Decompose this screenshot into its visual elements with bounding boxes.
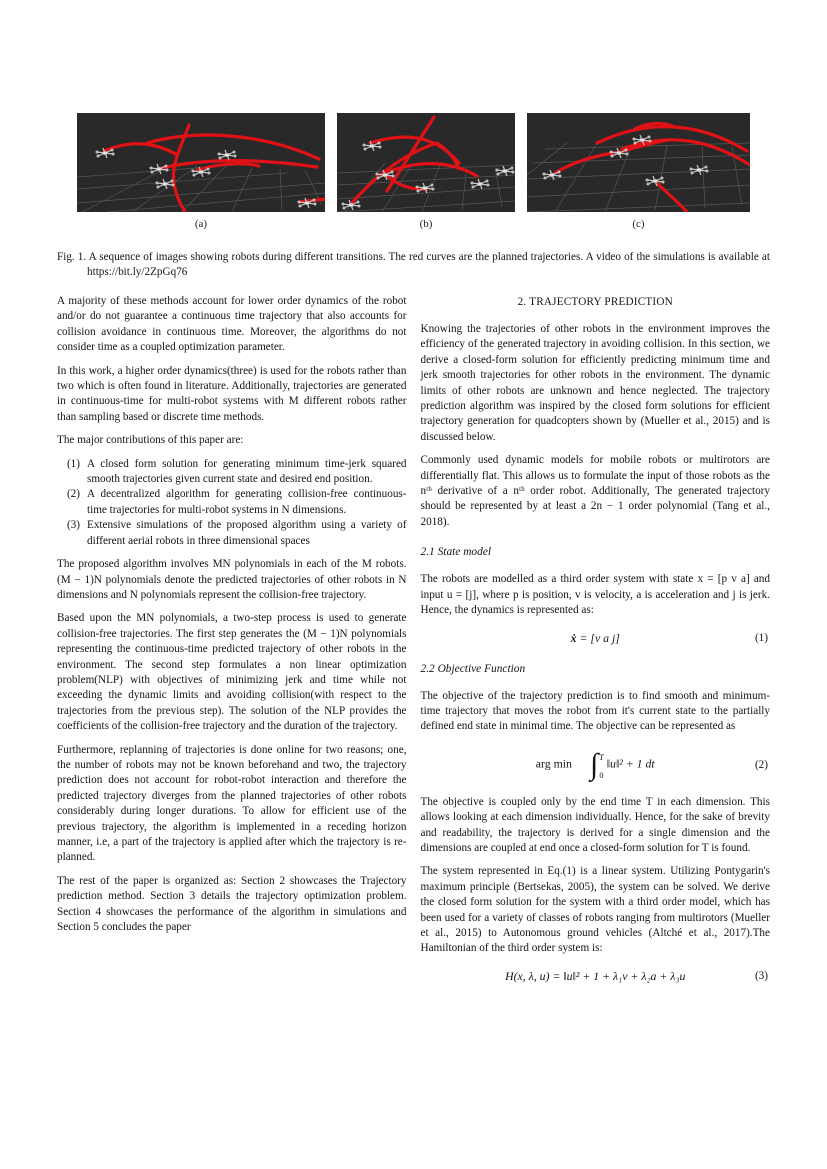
equation-2	[421, 749, 771, 781]
paragraph-contributions-intro: The major contributions of this paper are:	[57, 434, 244, 447]
equation-2-number: (2)	[754, 758, 768, 771]
equation-1-number: (1)	[754, 631, 768, 644]
figure-1-caption-text: Fig. 1. A sequence of images showing robots during different transitions. The red curves are the planned trajectories. A video of the simulations is available at	[57, 251, 770, 263]
equation-1	[421, 629, 771, 647]
simulation-video-link[interactable]: https://bit.ly/2ZpGq76	[87, 265, 188, 278]
left-column	[57, 294, 407, 997]
paragraph-coupled-objective: The objective is coupled only by the end time T in each dimension. This allows looking at each dimension individually. Hence, for the sake of brevity and readability, the trajectory is derived for a single dimension and the dimensions are coupled at end once a closed-form solution for T is found.	[420, 795, 770, 854]
body-columns	[57, 294, 770, 997]
figure-1	[57, 113, 770, 230]
equation-2-argmin: arg min	[535, 756, 572, 771]
integral-upper-limit: T	[599, 752, 604, 762]
integral-sign: ∫ T 0	[590, 749, 604, 781]
paragraph-replanning: Furthermore, replanning of trajectories is done online for two reasons; one, the number of robots may not be known beforehand and two, the trajectory prediction does not account for robot-robot interaction and therefore the predicted trajectory diverges from the planned trajectories of other robots considerably during longer durations. To allow for efficient use of the previous trajectory, the algorithm is implemented in a receding horizon manner, i.e, a part of the trajectory is applied after which the trajectory is re-planned.	[57, 743, 407, 864]
paragraph-two-step-process: Based upon the MN polynomials, a two-step process is used to generate collision-free trajectories. The first step generates the (M − 1)N polynomials representing the continuous-time predicted trajectory of other robots in the environment. The second step formulates a non linear optimization problem(NLP) with objectives of minimizing jerk and time while not exceeding the dynamic limits and avoiding collision(with respect to the trajectories from the previous step). The solution of the NLP provides the coefficients of the collision-free trajectory and the duration of the trajectory.	[57, 612, 407, 733]
figure-panel-a	[77, 113, 325, 230]
right-column	[421, 294, 771, 997]
contribution-3-number: (3)	[66, 519, 80, 532]
equation-3	[421, 967, 771, 985]
equation-1-rhs: = [v a j]	[576, 630, 620, 645]
contribution-item-3	[57, 518, 407, 549]
robot-simulation-image-c	[527, 113, 750, 212]
contribution-1-text: A closed form solution for generating minimum time-jerk squared smooth trajectories given current state and desired end position.	[87, 457, 407, 486]
figure-panel-b-label: (b)	[419, 218, 433, 230]
figure-panel-c	[527, 113, 750, 230]
equation-2-body: ‖u‖² + 1 dt	[606, 756, 655, 771]
equation-3-body: H(x, λ, u) = ‖u‖² + 1 + λ₁v + λ₂a + λ₃u	[505, 968, 686, 983]
contribution-2-text: A decentralized algorithm for generating collision-free continuous-time trajectories for multi-robot systems in N dimensions.	[87, 488, 407, 516]
paragraph-linear-system: The system represented in Eq.(1) is a linear system. Utilizing Pontygarin's maximum principle (Bertsekas, 2005), the system can be solved. We derive the closed form solution for the system with a third order model, which has been used for a variety of classes of robots ranging from multirotors (Mueller et al., 2015) to Autonomous ground vehicles (Altché et al., 2017).The Hamiltonian of the third order system is:	[420, 865, 770, 955]
subsection-heading-objective-function: 2.2 Objective Function	[420, 662, 526, 675]
paragraph-paper-organization: The rest of the paper is organized as: Section 2 showcases the Trajectory prediction method. Section 3 details the trajectory optimization problem. Section 4 showcases the performance of the algorithm in simulations and Section 5 concludes the paper	[57, 874, 407, 934]
contribution-item-2	[57, 487, 407, 518]
paragraph-this-work: In this work, a higher order dynamics(three) is used for the robots rather than two which is often found in literature. Additionally, trajectories are generated in continuous-time for multi-robot systems with M different robots rather than sampling based or discrete time methods.	[57, 364, 407, 423]
equation-3-number: (3)	[754, 969, 768, 982]
robot-simulation-image-b	[337, 113, 515, 212]
contribution-item-1	[57, 457, 407, 488]
contribution-2-number: (2)	[66, 488, 80, 501]
paragraph-differentially-flat: Commonly used dynamic models for mobile robots or multirotors are differentially flat. This allows us to formulate the input of those robots as the nᵗʰ derivative of a nᵗʰ order robot. Additionally, The generated trajectory should be represented by at least a 2n − 1 order polynomial (Tang et al., 2018).	[420, 454, 770, 528]
equation-1-lhs: ẋ	[570, 630, 577, 645]
subsection-heading-state-model: 2.1 State model	[420, 546, 492, 559]
section-heading-trajectory-prediction: 2. TRAJECTORY PREDICTION	[517, 296, 673, 308]
paragraph-mn-polynomials: The proposed algorithm involves MN polynomials in each of the M robots. (M − 1)N polynomials denote the predicted trajectories of other robots in N dimensions and N polynomials represent the collision-free trajectory.	[57, 558, 407, 601]
figure-panel-b	[337, 113, 515, 230]
figure-1-caption	[57, 250, 770, 279]
contribution-3-text: Extensive simulations of the proposed algorithm using a variety of different aerial robots in three dimensional spaces	[87, 519, 407, 547]
paragraph-objective: The objective of the trajectory prediction is to find smooth and minimum-time trajectory that moves the robot from it's current state to the partially defined end state in minimal time. The objective can be represented as	[420, 689, 770, 733]
paragraph-knowing-trajectories: Knowing the trajectories of other robots in the environment improves the efficiency of the generated trajectory in avoiding collision. In this section, we derive a closed-form solution for efficiently predicting minimum time and jerk smooth trajectories for other robots in the environment. The dynamic limits of other robots are unknown and hence neglected. The trajectory prediction algorithm was inspired by the closed form solutions for efficient trajectory generation for quadcopters shown by (Mueller et al., 2015) and is discussed below.	[420, 323, 770, 443]
figure-panel-c-label: (c)	[632, 218, 645, 230]
contributions-list	[57, 457, 407, 549]
contribution-1-number: (1)	[66, 457, 80, 470]
robot-simulation-image-a	[77, 113, 325, 212]
figure-panel-a-label: (a)	[194, 218, 208, 230]
paragraph-state-model: The robots are modelled as a third order system with state x = [p v a] and input u = [j], where p is position, v is velocity, a is acceleration and j is jerk. Hence, the dynamics is represented as:	[420, 573, 770, 617]
integral-lower-limit: 0	[599, 770, 604, 780]
paragraph-intro-methods: A majority of these methods account for lower order dynamics of the robot and/or do not guarantee a continuous time trajectory that also accounts for collision avoidance in continuous time. Moreover, the algorithms do not consider time as a coupled optimization parameter.	[57, 295, 407, 354]
